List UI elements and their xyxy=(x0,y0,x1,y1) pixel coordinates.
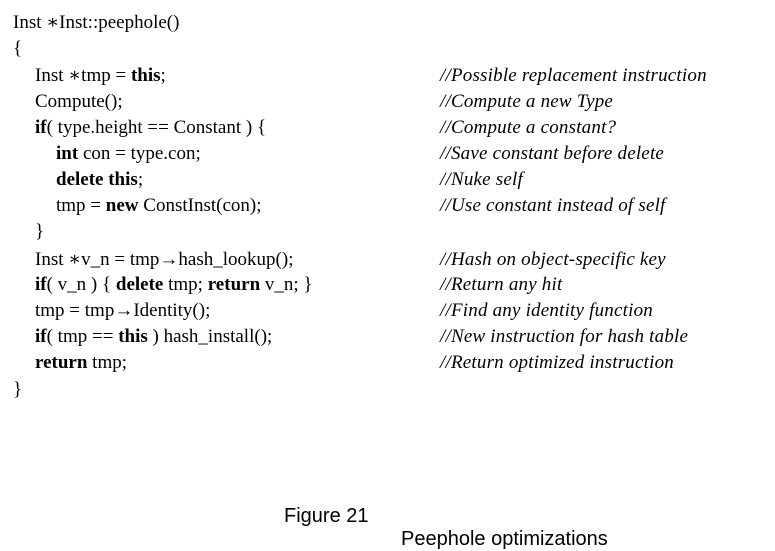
code-line-5 xyxy=(0,167,775,193)
code-text xyxy=(35,115,266,141)
code-fragment: ; xyxy=(137,169,144,190)
keyword: return xyxy=(35,352,88,373)
code-text: tmp = tmp→Identity(); xyxy=(35,300,211,321)
code-line-2 xyxy=(0,89,775,115)
code-fragment: tmp = xyxy=(56,195,106,216)
code-fragment: Inst ∗tmp = xyxy=(35,65,131,86)
code-text xyxy=(56,167,143,193)
code-text xyxy=(35,324,272,350)
code-comment: //Save constant before delete xyxy=(440,143,665,164)
code-fragment: ( type.height == Constant ) { xyxy=(46,117,267,138)
code-line-10 xyxy=(0,298,775,324)
code-line-8 xyxy=(0,247,775,273)
function-signature: Inst ∗Inst::peephole() xyxy=(13,12,180,33)
code-comment: //Find any identity function xyxy=(440,300,653,321)
open-brace: { xyxy=(13,38,23,59)
code-line-1 xyxy=(0,63,775,89)
code-comment: //Nuke self xyxy=(440,169,523,190)
figure-label: Figure 21 xyxy=(284,505,369,527)
keyword: new xyxy=(105,195,139,216)
code-fragment: tmp; xyxy=(87,352,128,373)
code-fragment: v_n; } xyxy=(260,274,313,295)
figure-caption-text: Peephole optimizations xyxy=(401,528,608,550)
keyword: if xyxy=(35,117,47,138)
close-brace: } xyxy=(13,379,23,400)
keyword: this xyxy=(108,169,138,190)
code-line-close-brace xyxy=(0,377,775,403)
code-fragment: ConstInst(con); xyxy=(138,195,262,216)
keyword: delete xyxy=(56,169,104,190)
code-line-12 xyxy=(0,350,775,376)
code-text: Compute(); xyxy=(35,91,123,112)
code-fragment: ( tmp == xyxy=(46,326,119,347)
code-comment: //Compute a constant? xyxy=(440,117,617,138)
code-text xyxy=(56,193,261,219)
code-fragment: ; xyxy=(160,65,166,86)
code-fragment: ( v_n ) { xyxy=(46,274,116,295)
code-line-4 xyxy=(0,141,775,167)
code-comment: //Return optimized instruction xyxy=(440,352,674,373)
code-text: Inst ∗v_n = tmp→hash_lookup(); xyxy=(35,249,294,270)
code-line-7 xyxy=(0,219,775,245)
close-brace-inner: } xyxy=(35,221,45,242)
code-text xyxy=(35,272,313,298)
keyword: if xyxy=(35,326,47,347)
keyword: int xyxy=(56,143,79,164)
code-line-11 xyxy=(0,324,775,350)
code-fragment: con = type.con; xyxy=(78,143,201,164)
code-line-signature xyxy=(0,10,775,36)
keyword: return xyxy=(207,274,261,295)
code-text xyxy=(56,141,201,167)
code-comment: //Use constant instead of self xyxy=(440,195,666,216)
code-comment: //Hash on object-specific key xyxy=(440,249,666,270)
code-fragment: tmp; xyxy=(163,274,208,295)
code-line-9 xyxy=(0,272,775,298)
code-comment: //Compute a new Type xyxy=(440,91,614,112)
code-text xyxy=(35,350,127,376)
code-comment: //Possible replacement instruction xyxy=(440,65,707,86)
keyword: if xyxy=(35,274,47,295)
code-comment: //Return any hit xyxy=(440,274,563,295)
code-line-open-brace xyxy=(0,36,775,62)
keyword: delete xyxy=(115,274,164,295)
code-comment: //New instruction for hash table xyxy=(440,326,689,347)
code-line-6 xyxy=(0,193,775,219)
figure-caption xyxy=(0,482,775,551)
keyword: this xyxy=(130,65,161,86)
code-line-3 xyxy=(0,115,775,141)
keyword: this xyxy=(118,326,148,347)
code-text xyxy=(35,63,166,89)
code-fragment: ) hash_install(); xyxy=(147,326,273,347)
